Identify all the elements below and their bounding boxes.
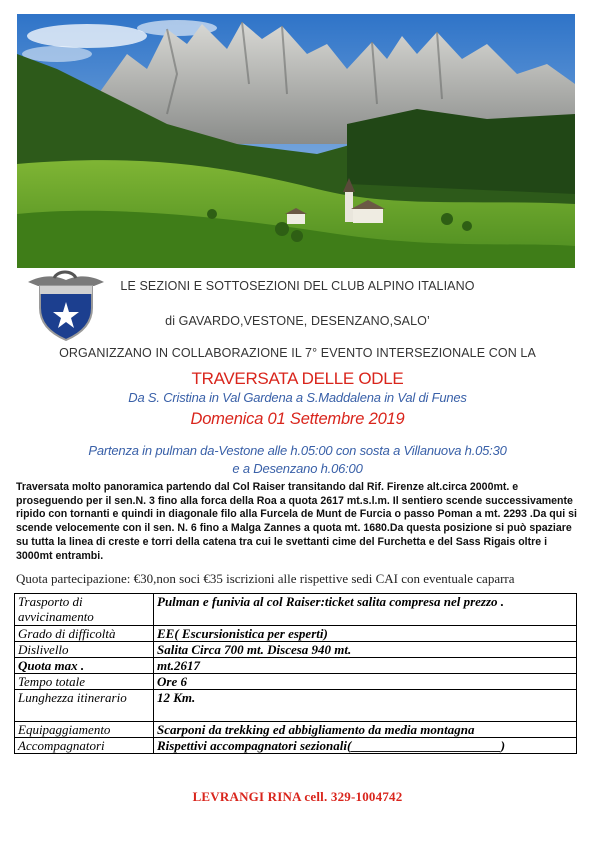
table-row: [15, 722, 577, 738]
event-date: Domenica 01 Settembre 2019: [190, 410, 405, 428]
detail-value: Scarponi da trekking ed abbigliamento da media montagna: [154, 722, 577, 738]
mountain-landscape-illustration: [17, 14, 575, 268]
detail-label: Dislivello: [15, 642, 154, 658]
table-row: [15, 658, 577, 674]
detail-label: Accompagnatori: [15, 738, 154, 754]
detail-value: EE( Escursionistica per esperti): [154, 626, 577, 642]
detail-label: Tempo totale: [15, 674, 154, 690]
detail-value: Pulman e funivia al col Raiser:ticket salita compresa nel prezzo .: [154, 594, 577, 626]
table-row: [15, 642, 577, 658]
table-row: [15, 690, 577, 722]
header-line-sections: LE SEZIONI E SOTTOSEZIONI DEL CLUB ALPINO ITALIANO: [120, 279, 475, 293]
participation-fee: Quota partecipazione: €30,non soci €35 iscrizioni alle rispettive sedi CAI con eventuale caparra: [16, 571, 515, 586]
table-row: [15, 738, 577, 754]
detail-label: Quota max .: [15, 658, 154, 674]
detail-value: 12 Km.: [154, 690, 577, 722]
contact-phone: LEVRANGI RINA cell. 329-1004742: [192, 789, 403, 804]
header-line-organize: ORGANIZZANO IN COLLABORAZIONE IL 7° EVENTO INTERSEZIONALE CON LA: [59, 346, 536, 360]
event-departure-line2: e a Desenzano h.06:00: [232, 461, 363, 476]
table-row: [15, 594, 577, 626]
detail-label: Equipaggiamento: [15, 722, 154, 738]
event-title: TRAVERSATA DELLE ODLE: [191, 369, 404, 388]
event-details-table: [14, 593, 577, 754]
event-departure-line1: Partenza in pulman da-Vestone alle h.05:00 con sosta a Villanuova h.05:30: [88, 443, 507, 458]
table-row: [15, 626, 577, 642]
detail-value: Ore 6: [154, 674, 577, 690]
event-description: Traversata molto panoramica partendo dal Col Raiser transitando dal Rif. Firenze alt.circa 2000mt. e proseguendo per il sen.N. 3 fino alla forca della Roa a quota 2617 mt.s.l.m. Il sentiero scende successivamente ripido con tornanti e quindi in diagonale filo alla Furcela de Munt de Furcia o passo Poman a mt. 2293 .Da qui si scende velocemente con il sen. N. 6 fino a Malga Zannes a quota mt. 1680.Da questa posizione si può spaziare su tutta la linea di creste e torri della catena tra cui le svettanti cime del Furchetta e del Sass Rigais oltre i 3000mt entrambi.: [16, 481, 577, 562]
detail-value: mt.2617: [154, 658, 577, 674]
detail-value: Salita Circa 700 mt. Discesa 940 mt.: [154, 642, 577, 658]
detail-label: Trasporto di avvicinamento: [15, 594, 154, 626]
detail-label: Grado di difficoltà: [15, 626, 154, 642]
hero-landscape-photo: [17, 14, 575, 268]
table-row: [15, 674, 577, 690]
event-route: Da S. Cristina in Val Gardena a S.Maddalena in Val di Funes: [128, 390, 467, 405]
detail-label: Lunghezza itinerario: [15, 690, 154, 722]
detail-value: Rispettivi accompagnatori sezionali(_______________________): [154, 738, 577, 754]
header-line-towns: di GAVARDO,VESTONE, DESENZANO,SALO’: [165, 314, 430, 328]
